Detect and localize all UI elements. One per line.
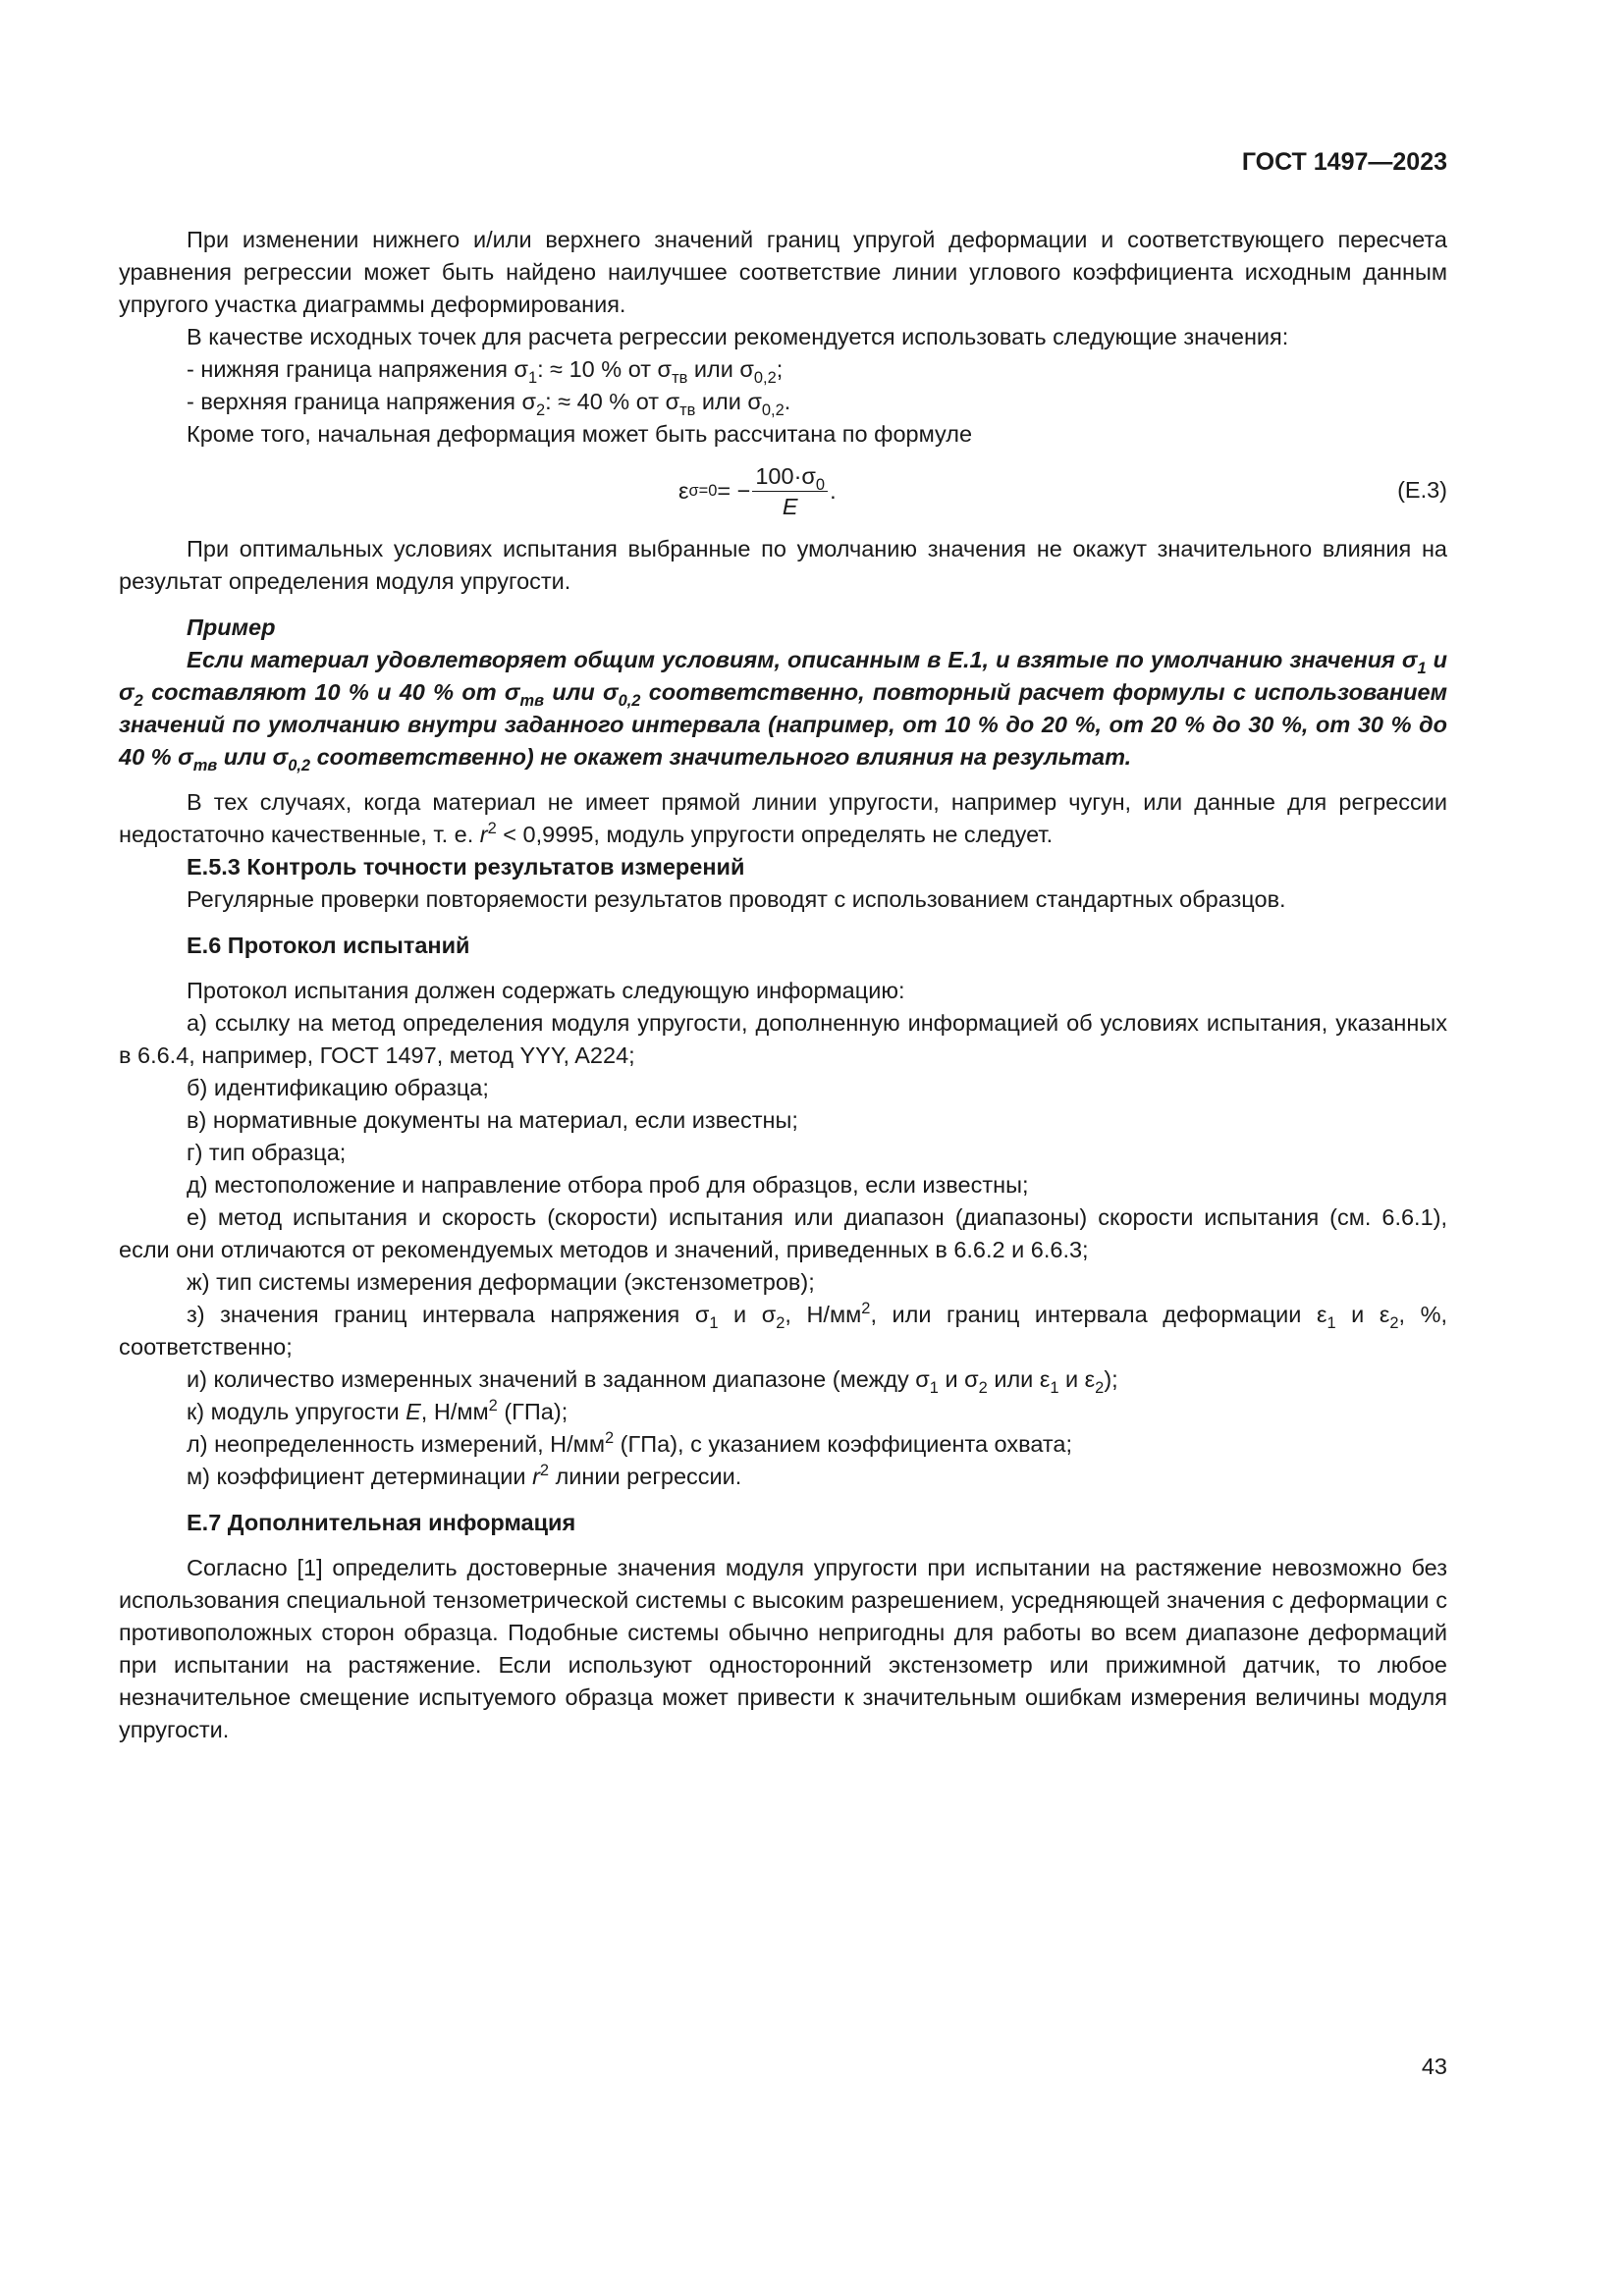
formula-numerator: $100\cdot\sigma_0$ xyxy=(752,462,828,492)
list-item-k: к) модуль упругости E, $Н/мм^2$ (ГПа); xyxy=(187,1396,568,1424)
page-number: 43 xyxy=(1421,2054,1447,2079)
example-block xyxy=(119,612,1447,774)
list-item-z: з) значения границ интервала напряжения $\sigma_1$ и $\sigma_2$, $Н/мм^2$, или границ интервала деформации $\varepsilon_1$ и $\varepsilon_2$, %, соответственно; xyxy=(119,1299,1447,1360)
example-text: Если материал удовлетворяет общим условиям, описанным в Е.1, и взятые по умолчанию значения $\sigma_1$ и $\sigma_2$ составляют 10 % и 40 % от $\sigma_{тв}$ или $\sigma_{0,2}$ соответственно, повторный расчет формулы с использованием значений по умолчанию внутри заданного интервала (например, от 10 % до 20 %, от 20 % до 30 %, от 30 % до 40 % $\sigma_{тв}$ или $\sigma_{0,2}$ соответственно) не окажет значительного влияния на результат. xyxy=(119,647,1447,774)
list-item-v: в) нормативные документы на материал, если известны; xyxy=(187,1107,798,1133)
section-heading-e6: Е.6 Протокол испытаний xyxy=(187,933,470,958)
paragraph-formula-intro: Кроме того, начальная деформация может быть рассчитана по формуле xyxy=(187,421,973,447)
formula-e3 xyxy=(119,460,1447,521)
paragraph-additional-info: Согласно [1] определить достоверные значения модуля упругости при испытании на растяжение невозможно без использования специальной тензометрической системы с высоким разрешением, усредняющей значения с деформации с противоположных сторон образца. Подобные системы обычно непригодны для работы во всем диапазоне деформаций при испытании на растяжение. Если используют односторонний экстензометр или прижимной датчик, то любое незначительное смещение испытуемого образца может привести к значительным ошибкам измерения величины модуля упругости. xyxy=(119,1555,1447,1742)
list-item-upper-bound: - верхняя граница напряжения $\sigma_2$: ≈ 40 % от $\sigma_{тв}$ или $\sigma_{0,2}$. xyxy=(187,389,791,419)
list-item-lower-bound: - нижняя граница напряжения $\sigma_1$: ≈ 10 % от $\sigma_{тв}$ или $\sigma_{0,2}$; xyxy=(187,356,784,387)
list-item-e: е) метод испытания и скорость (скорости) испытания или диапазон (диапазоны) скорости испытания (см. 6.6.1), если они отличаются от рекомендуемых методов и значений, приведенных в 6.6.2 и 6.6.3; xyxy=(119,1204,1447,1262)
page-content xyxy=(119,224,1447,1746)
list-item-m: м) коэффициент детерминации $r^2$ линии регрессии. xyxy=(187,1461,742,1489)
list-item-zh: ж) тип системы измерения деформации (экстензометров); xyxy=(187,1269,815,1295)
paragraph-no-linear-elasticity: В тех случаях, когда материал не имеет прямой линии упругости, например чугун, или данные для регрессии недостаточно качественные, т. е. $r^2 < 0,9995$, модуль упругости определять не следует. xyxy=(119,789,1447,847)
list-item-d: д) местоположение и направление отбора проб для образцов, если известны; xyxy=(187,1172,1029,1198)
list-item-l: л) неопределенность измерений, $Н/мм^2$ (ГПа), с указанием коэффициента охвата; xyxy=(187,1428,1072,1457)
formula-denominator: E xyxy=(782,493,798,519)
list-item-b: б) идентификацию образца; xyxy=(187,1075,489,1100)
example-title: Пример xyxy=(187,614,276,640)
document-header: ГОСТ 1497—2023 xyxy=(1241,148,1447,176)
list-item-g: г) тип образца; xyxy=(187,1140,347,1165)
paragraph-regression-fit: При изменении нижнего и/или верхнего значений границ упругой деформации и соответствующего пересчета уравнения регрессии может быть найдено наилучшее соответствие линии углового коэффициента исходным данным упругого участка диаграммы деформирования. xyxy=(119,227,1447,317)
paragraph-protocol-intro: Протокол испытания должен содержать следующую информацию: xyxy=(187,978,905,1003)
formula-fraction xyxy=(752,462,828,520)
section-heading-e7: Е.7 Дополнительная информация xyxy=(187,1510,576,1535)
paragraph-repeatability: Регулярные проверки повторяемости результатов проводят с использованием стандартных образцов. xyxy=(187,886,1286,912)
paragraph-optimal-conditions: При оптимальных условиях испытания выбранные по умолчанию значения не окажут значительного влияния на результат определения модуля упругости. xyxy=(119,536,1447,594)
section-heading-e53: Е.5.3 Контроль точности результатов измерений xyxy=(187,854,745,880)
list-item-a: а) ссылку на метод определения модуля упругости, дополненную информацией об условиях испытания, указанных в 6.6.4, например, ГОСТ 1497, метод YYY, A224; xyxy=(119,1010,1447,1068)
formula-body: ε σ=0 = − $\frac{100\cdot\sigma_0}{E}$ . xyxy=(678,462,837,519)
paragraph-initial-points: В качестве исходных точек для расчета регрессии рекомендуется использовать следующие значения: xyxy=(187,324,1289,349)
equation-number: (Е.3) xyxy=(1397,477,1447,503)
list-item-i: и) количество измеренных значений в заданном диапазоне (между $\sigma_1$ и $\sigma_2$ или $\varepsilon_1$ и $\varepsilon_2$); xyxy=(187,1366,1118,1397)
